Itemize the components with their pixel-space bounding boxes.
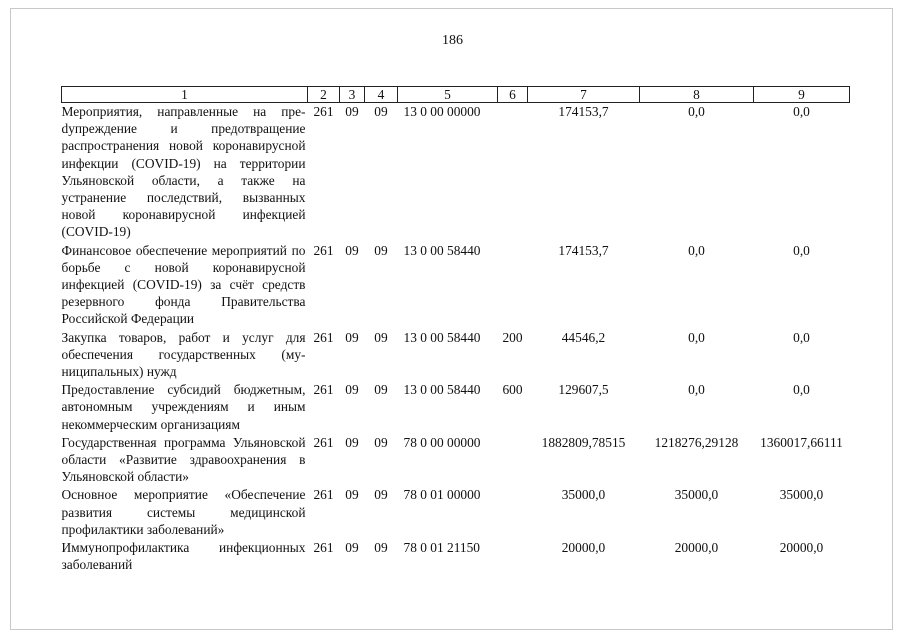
- column-header: 6: [498, 87, 528, 103]
- table-row: [62, 486, 850, 538]
- cell-amount-2: 0,0: [688, 242, 705, 258]
- cell-amount-1: 174153,7: [558, 104, 609, 119]
- table-row: [62, 434, 850, 486]
- cell-amount-3: 0,0: [793, 242, 810, 258]
- cell-amount-2: 20000,0: [674, 540, 719, 556]
- row-name: Закупка товаров, работ и услуг для обеспечения государственных (муниципальных) нужд: [61, 329, 306, 380]
- cell-amount-1: 174153,7: [558, 242, 609, 258]
- column-header: 7: [528, 87, 640, 103]
- cell-amount-1: 20000,0: [561, 540, 606, 556]
- cell-section: 09: [345, 104, 359, 119]
- cell-code-admin: 261: [313, 382, 334, 398]
- cell-amount-2: 1218276,29128: [654, 434, 739, 450]
- column-header: 9: [754, 87, 850, 103]
- cell-section: 09: [345, 540, 359, 556]
- cell-subsection: 09: [374, 242, 388, 258]
- cell-subsection: 09: [374, 487, 388, 503]
- column-header: 3: [340, 87, 365, 103]
- row-name: Предоставление субсидий бюджетным, автономным учреждениям и иным некоммерческим организациям: [61, 382, 306, 432]
- row-name: Мероприятия, направленные на преdупреждение и предотвращение распространения новой коронавирусной инфекции (COVID-19) на территории Ульяновской области, а также на устранение последствий, вызванных новой коронавирусной инфекцией (COVID-19): [61, 104, 306, 240]
- cell-amount-2: 0,0: [688, 104, 705, 119]
- cell-expense-type: [498, 539, 528, 573]
- cell-target-article: 78 0 01 21150: [403, 540, 480, 556]
- cell-amount-3: 0,0: [793, 329, 810, 345]
- cell-amount-3: 35000,0: [779, 487, 824, 503]
- table-header-row: [62, 87, 850, 103]
- cell-amount-3: 0,0: [793, 104, 810, 119]
- cell-section: 09: [345, 242, 359, 258]
- cell-code-admin: 261: [313, 540, 334, 556]
- table-row: [62, 539, 850, 573]
- table-row: [62, 103, 850, 241]
- row-name: Государственная программа Ульяновской области «Развитие здравоохранения в Ульяновской области»: [61, 434, 306, 485]
- cell-subsection: 09: [374, 540, 388, 556]
- cell-target-article: 78 0 01 00000: [403, 487, 481, 503]
- budget-table: [61, 86, 850, 573]
- cell-expense-type: [498, 434, 528, 486]
- cell-amount-1: 35000,0: [561, 487, 606, 503]
- table-row: [62, 242, 850, 328]
- cell-amount-1: 44546,2: [561, 329, 606, 345]
- column-header: 1: [62, 87, 308, 103]
- column-header: 4: [365, 87, 398, 103]
- cell-section: 09: [345, 434, 359, 450]
- row-name: Основное мероприятие «Обеспечение развития системы медицинской профилактики заболеваний»: [61, 487, 306, 537]
- cell-target-article: 13 0 00 58440: [403, 382, 481, 398]
- column-header: 5: [398, 87, 498, 103]
- cell-amount-2: 0,0: [688, 329, 705, 345]
- cell-section: 09: [345, 382, 359, 398]
- column-header: 2: [308, 87, 340, 103]
- cell-amount-1: 1882809,78515: [541, 434, 626, 450]
- cell-subsection: 09: [374, 329, 388, 345]
- cell-code-admin: 261: [313, 242, 334, 258]
- cell-subsection: 09: [374, 104, 388, 119]
- cell-code-admin: 261: [313, 104, 334, 119]
- cell-amount-3: 20000,0: [779, 540, 824, 556]
- page-number: 186: [442, 33, 463, 48]
- cell-amount-2: 0,0: [688, 382, 705, 398]
- cell-amount-1: 129607,5: [558, 382, 609, 398]
- cell-target-article: 78 0 00 00000: [403, 434, 481, 450]
- cell-code-admin: 261: [313, 434, 334, 450]
- cell-amount-3: 0,0: [793, 382, 810, 398]
- cell-section: 09: [345, 329, 359, 345]
- cell-expense-type: 600: [502, 382, 523, 398]
- cell-expense-type: [498, 486, 528, 538]
- cell-expense-type: [498, 242, 528, 328]
- cell-expense-type: 200: [502, 329, 523, 345]
- cell-target-article: 13 0 00 58440: [403, 242, 481, 258]
- cell-code-admin: 261: [313, 487, 334, 503]
- cell-section: 09: [345, 487, 359, 503]
- cell-target-article: 13 0 00 00000: [403, 104, 481, 119]
- cell-amount-2: 35000,0: [674, 487, 719, 503]
- cell-target-article: 13 0 00 58440: [403, 329, 481, 345]
- column-header: 8: [640, 87, 754, 103]
- row-name: Финансовое обеспечение мероприятий по борьбе с новой коронавирусной инфекцией (COVID-19) за счёт средств резервного фонда Правительства Российской Федерации: [61, 242, 306, 327]
- cell-expense-type: [498, 103, 528, 241]
- cell-subsection: 09: [374, 382, 388, 398]
- table-row: [62, 381, 850, 433]
- row-name: Иммунопрофилактика инфекционных заболеваний: [61, 540, 306, 573]
- cell-amount-3: 1360017,66111: [760, 434, 843, 450]
- cell-code-admin: 261: [313, 329, 334, 345]
- cell-subsection: 09: [374, 434, 388, 450]
- table-row: [62, 329, 850, 381]
